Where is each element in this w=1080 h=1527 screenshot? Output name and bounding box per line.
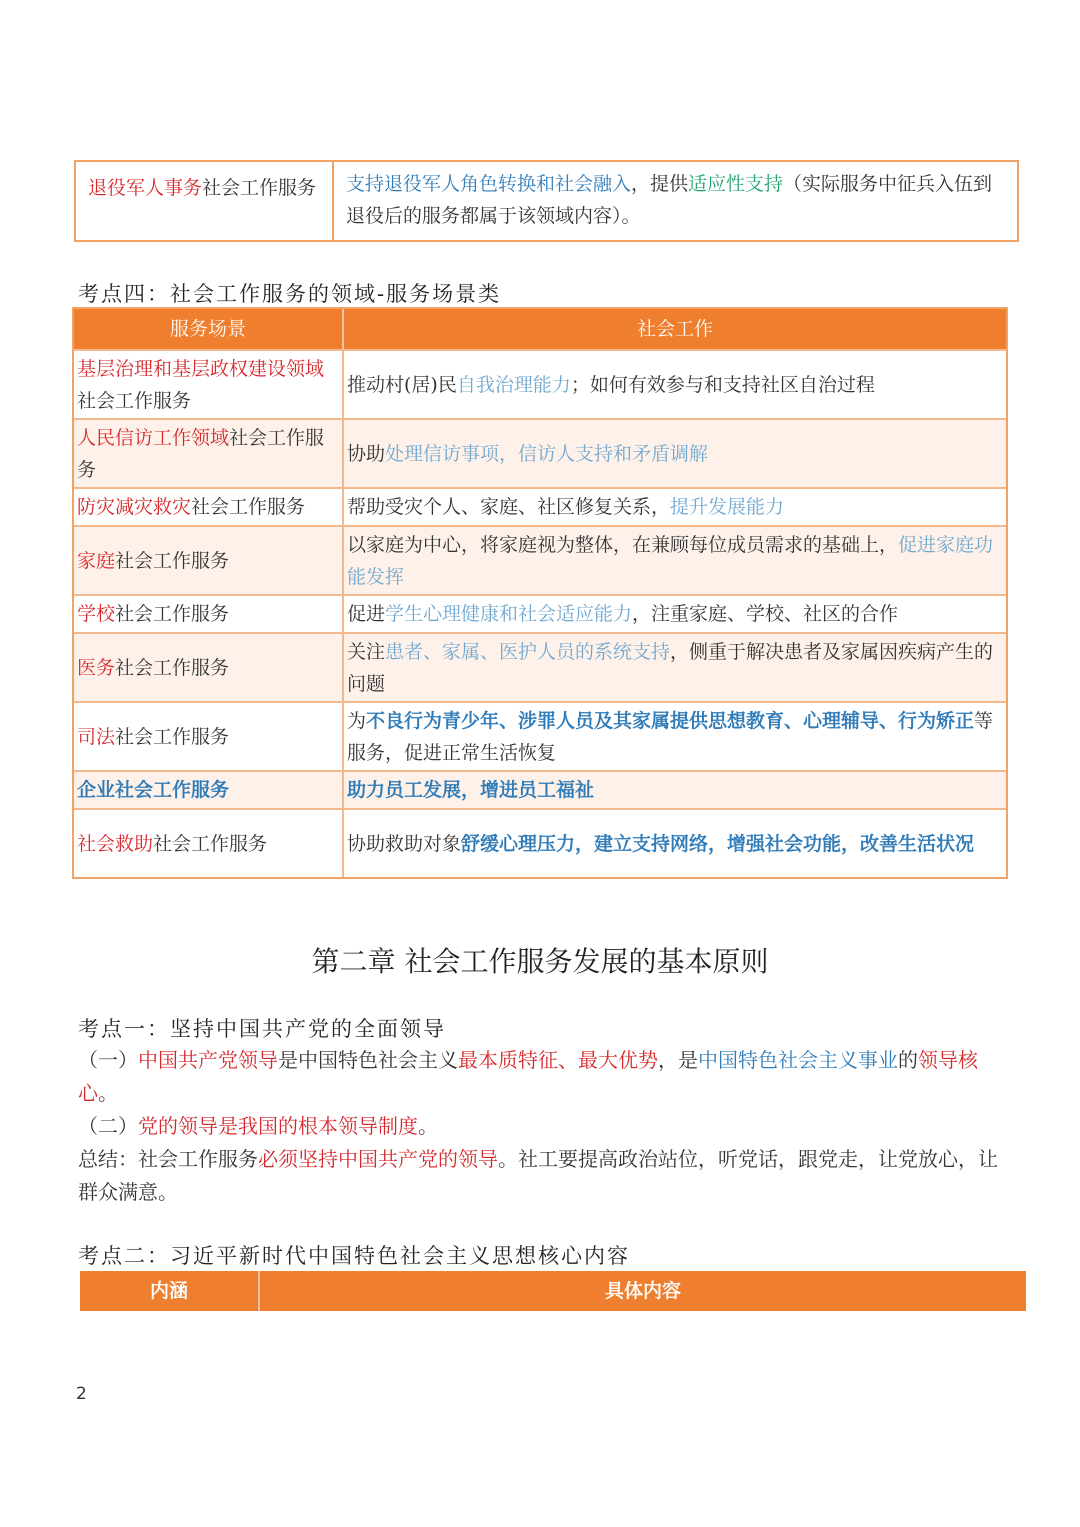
row-value-highlight: 助力员工发展，增进员工福祉 (347, 779, 595, 801)
row-value (344, 596, 1006, 632)
row-value (344, 351, 1006, 418)
point1-summary (78, 1143, 1008, 1209)
row-key (74, 420, 344, 487)
row-value (344, 420, 1006, 487)
line2-end: 。 (418, 1114, 438, 1138)
table-row (74, 418, 1006, 487)
line1-text-b: ，是 (658, 1048, 698, 1072)
point1-title: 考点一：坚持中国共产党的全面领导 (78, 1017, 446, 1041)
line1-text-c: 的 (898, 1048, 918, 1072)
row-key (74, 810, 344, 877)
line1-end: 。 (98, 1081, 118, 1105)
header-connotation: 内涵 (80, 1271, 260, 1311)
header-social-work: 社会工作 (636, 318, 713, 340)
row-value-pre: 关注 (347, 640, 386, 663)
table-row (74, 487, 1006, 525)
table-row (74, 701, 1006, 770)
row-value-pre: 推动村(居)民 (347, 373, 457, 396)
top-value-blue: 支持退役军人角色转换和社会融入 (346, 173, 632, 195)
row-key-highlight: 基层治理和基层政权建设领域 (77, 357, 325, 380)
chapter-title: 第二章 社会工作服务发展的基本原则 (311, 945, 769, 978)
row-value-highlight: 舒缓心理压力，建立支持网络，增强社会功能，改善生活状况 (461, 832, 975, 855)
header-content: 具体内容 (604, 1280, 681, 1302)
row-key-highlight: 社会救助 (77, 832, 154, 855)
row-key-rest: 社会工作服务 (153, 832, 268, 855)
row-key (74, 596, 344, 632)
row-value (344, 634, 1006, 701)
row-key (74, 527, 344, 594)
top-value-mid: ，提供 (631, 173, 689, 195)
row-key (74, 772, 344, 808)
row-value-highlight: 促进家庭功能发挥 (347, 533, 994, 588)
point2-title: 考点二：习近平新时代中国特色社会主义思想核心内容 (78, 1244, 630, 1268)
row-key-highlight: 防灾减灾救灾 (77, 496, 192, 518)
row-key (74, 703, 344, 770)
summary-red: 必须坚持中国共产党的领导 (258, 1147, 498, 1171)
row-value (344, 810, 1006, 877)
row-key-rest: 社会工作服务 (115, 603, 230, 625)
row-key-rest: 社会工作服务 (115, 656, 230, 679)
line2-red: 党的领导是我国的根本领导制度 (138, 1114, 418, 1138)
table-row (74, 594, 1006, 632)
row-value-post: ，注重家庭、学校、社区的合作 (632, 603, 899, 625)
row-value-highlight: 学生心理健康和社会适应能力 (385, 603, 633, 625)
table-row (74, 525, 1006, 594)
row-value (344, 489, 1006, 525)
top-value-rest: （实际服务中征兵入伍到退役后的服务都属于该领域内容）。 (346, 173, 993, 227)
row-value-pre: 协助 (347, 442, 386, 465)
point1-line2 (78, 1110, 1008, 1143)
line1-red-b: 最本质特征、最大优势 (458, 1048, 658, 1072)
section4-title: 考点四：社会工作服务的领域-服务场景类 (78, 282, 502, 306)
row-value-highlight: 处理信访事项，信访人支持和矛盾调解 (385, 442, 709, 465)
line1-prefix: （一） (78, 1048, 138, 1072)
line1-red-a: 中国共产党领导 (138, 1048, 278, 1072)
row-value-pre: 帮助受灾个人、家庭、社区修复关系， (347, 496, 671, 518)
row-key-rest: 社会工作服务 (115, 725, 230, 748)
row-value (344, 703, 1006, 770)
top-table-value (334, 162, 1017, 240)
top-key-highlight: 退役军人事务 (88, 177, 203, 199)
top-value-green: 适应性支持 (688, 173, 784, 195)
page-number: 2 (76, 1384, 87, 1404)
line2-prefix: （二） (78, 1114, 138, 1138)
row-value-post: ，侧重于解决患者及家属因疾病产生的问题 (347, 640, 994, 695)
row-value (344, 527, 1006, 594)
table-row (74, 808, 1006, 877)
row-key-rest: 社会工作服务 (191, 496, 306, 518)
top-table (74, 160, 1019, 242)
line1-text-a: 是中国特色社会主义 (278, 1048, 458, 1072)
row-key-rest: 社会工作服务 (77, 426, 325, 481)
top-table-key (76, 162, 334, 240)
table-row (74, 632, 1006, 701)
row-key-highlight: 人民信访工作领域 (77, 426, 230, 449)
row-value-highlight: 提升发展能力 (670, 496, 785, 518)
row-key-highlight: 医务 (77, 656, 116, 679)
row-key-rest: 社会工作服务 (77, 389, 192, 412)
summary-rest: 。社工要提高政治站位，听党话，跟党走，让党放心，让群众满意。 (78, 1147, 998, 1204)
summary-prefix: 总结：社会工作服务 (78, 1147, 258, 1171)
row-key-rest: 社会工作服务 (115, 549, 230, 572)
row-value-pre: 协助救助对象 (347, 832, 462, 855)
scenario-table (72, 307, 1008, 879)
header-scenario: 服务场景 (74, 309, 344, 349)
point1-line1 (78, 1044, 1008, 1110)
row-value (344, 772, 1006, 808)
row-key-highlight: 家庭 (77, 549, 116, 572)
row-key-highlight: 司法 (77, 725, 116, 748)
table-row (74, 770, 1006, 808)
row-value-highlight: 患者、家属、医护人员的系统支持 (385, 640, 671, 663)
row-key-highlight: 企业社会工作服务 (77, 779, 230, 801)
row-value-pre: 以家庭为中心，将家庭视为整体，在兼顾每位成员需求的基础上， (347, 533, 899, 556)
row-key (74, 489, 344, 525)
scenario-table-header (74, 309, 1006, 349)
line1-red-c: 领导核心 (78, 1048, 978, 1105)
top-key-rest: 社会工作服务 (202, 177, 317, 199)
row-key (74, 634, 344, 701)
line1-blue: 中国特色社会主义事业 (698, 1048, 898, 1072)
row-value-highlight: 不良行为青少年、涉罪人员及其家属提供思想教育、心理辅导、行为矫正 (366, 709, 975, 732)
row-value-post: 等服务，促进正常生活恢复 (347, 709, 994, 764)
row-value-post: ；如何有效参与和支持社区自治过程 (570, 373, 875, 396)
row-key-highlight: 学校 (77, 603, 116, 625)
row-value-pre: 促进 (347, 603, 386, 625)
table-row (74, 349, 1006, 418)
row-value-highlight: 自我治理能力 (456, 373, 571, 396)
row-value-pre: 为 (347, 709, 367, 732)
row-key (74, 351, 344, 418)
bottom-table-header (80, 1271, 1026, 1311)
